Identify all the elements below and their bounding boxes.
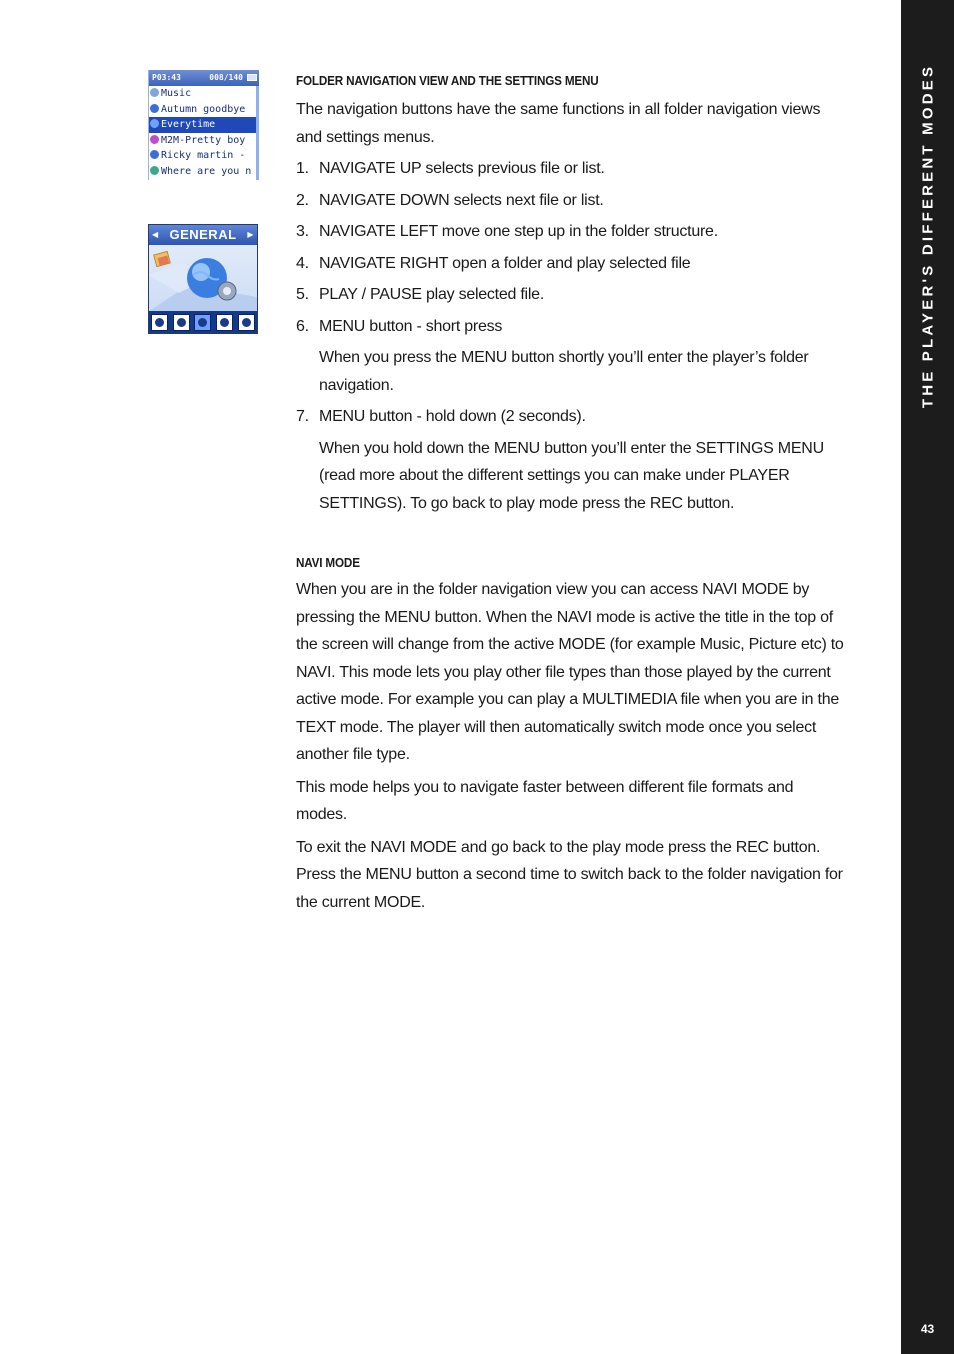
battery-icon — [247, 74, 257, 81]
screen-file-label: Autumn goodbye — [161, 103, 246, 115]
screen-file-label: Music — [161, 88, 192, 99]
sidebar-title: THE PLAYER'S DIFFERENT MODES — [919, 63, 937, 409]
screen-file-label: Where are you n — [161, 165, 252, 177]
list-number: 3. — [296, 223, 309, 240]
list-text: NAVIGATE DOWN selects next file or list. — [319, 191, 604, 209]
globe-icon — [194, 314, 211, 331]
navigation-list — [296, 155, 844, 517]
screen-file-item — [149, 102, 259, 118]
page-number: 43 — [920, 1322, 935, 1336]
file-icon — [150, 88, 159, 97]
navigation-list-item — [296, 187, 844, 215]
screen-file-item — [149, 148, 259, 164]
section-heading-folder-navigation: FOLDER NAVIGATION VIEW AND THE SETTINGS MENU — [296, 73, 599, 88]
file-icon — [150, 119, 159, 128]
navigation-list-item — [296, 281, 844, 309]
list-text: MENU button - short press — [319, 317, 503, 335]
screen-file-item — [149, 164, 259, 180]
screen-track-time: P03:43 — [152, 73, 181, 82]
screen-scrollbar — [256, 86, 259, 180]
settings-menu-screenshot — [148, 224, 258, 334]
gear-icon — [173, 314, 190, 331]
list-text: NAVIGATE LEFT move one step up in the folder structure. — [319, 223, 718, 240]
list-number: 4. — [296, 254, 309, 272]
list-number: 1. — [296, 160, 309, 177]
globe-settings-icon — [149, 245, 257, 311]
screen-file-list — [149, 86, 259, 179]
file-icon — [150, 166, 159, 175]
settings-icon-bar — [149, 311, 257, 333]
navigation-list-item — [296, 250, 844, 278]
list-subtext: When you hold down the MENU button you’ll enter the SETTINGS MENU (read more about the different settings you can make under PLAYER SETTINGS). To go back to play mode press the REC button. — [319, 439, 824, 512]
screen-track-count: 008/140 — [209, 73, 243, 82]
list-text: MENU button - hold down (2 seconds). — [319, 408, 586, 425]
list-number: 2. — [296, 191, 309, 209]
sidebar — [901, 0, 954, 1354]
list-text: PLAY / PAUSE play selected file. — [319, 286, 545, 303]
screen-file-label: Everytime — [161, 119, 216, 130]
navigation-list-item — [296, 313, 844, 400]
file-icon — [150, 135, 159, 144]
hourglass-icon — [238, 314, 255, 331]
file-icon — [150, 150, 159, 159]
page-content — [296, 73, 844, 921]
section-intro: The navigation buttons have the same functions in all folder navigation views and settings menus. — [296, 101, 821, 146]
navi-mode-paragraph: To exit the NAVI MODE and go back to the play mode press the REC button. Press the MENU button a second time to switch back to the folder navigation for the current MODE. — [296, 838, 843, 911]
arrow-left-icon: ◀ — [152, 230, 159, 239]
screen-status-bar — [149, 70, 259, 86]
screen-file-item — [149, 117, 259, 133]
arrow-right-icon: ▶ — [247, 230, 254, 239]
settings-title: GENERAL — [169, 227, 237, 242]
list-text: NAVIGATE UP selects previous file or list. — [319, 160, 605, 177]
screen-file-item — [149, 86, 259, 102]
navi-mode-paragraph: When you are in the folder navigation view you can access NAVI MODE by pressing the MENU button. When the NAVI mode is active the title in the top of the screen will change from the active MODE (for example Music, Picture etc) to NAVI. This mode lets you play other file types than those played by the current active mode. For example you can play a MULTIMEDIA file when you are in the TEXT mode. The player will then automatically switch mode once you select another file type. — [296, 581, 844, 763]
folder-navigation-screenshot — [148, 70, 259, 180]
file-icon — [150, 104, 159, 113]
list-number: 7. — [296, 408, 309, 425]
settings-title-bar — [149, 225, 257, 245]
navi-mode-paragraph: This mode helps you to navigate faster between different file formats and modes. — [296, 778, 794, 823]
settings-tab-icon — [151, 314, 168, 331]
section-heading-navi-mode: NAVI MODE — [296, 555, 360, 570]
list-number: 6. — [296, 317, 309, 335]
list-text: NAVIGATE RIGHT open a folder and play selected file — [319, 254, 691, 272]
screen-file-label: Ricky martin - — [161, 150, 246, 161]
screen-file-label: M2M-Pretty boy — [161, 134, 246, 146]
navigation-list-item — [296, 403, 844, 517]
navi-mode-paragraphs — [296, 576, 844, 916]
list-number: 5. — [296, 286, 309, 303]
navigation-list-item — [296, 218, 844, 246]
list-subtext: When you press the MENU button shortly you’ll enter the player’s folder navigation. — [319, 349, 809, 394]
monitor-icon — [216, 314, 233, 331]
screen-file-item — [149, 133, 259, 149]
navigation-list-item — [296, 155, 844, 183]
